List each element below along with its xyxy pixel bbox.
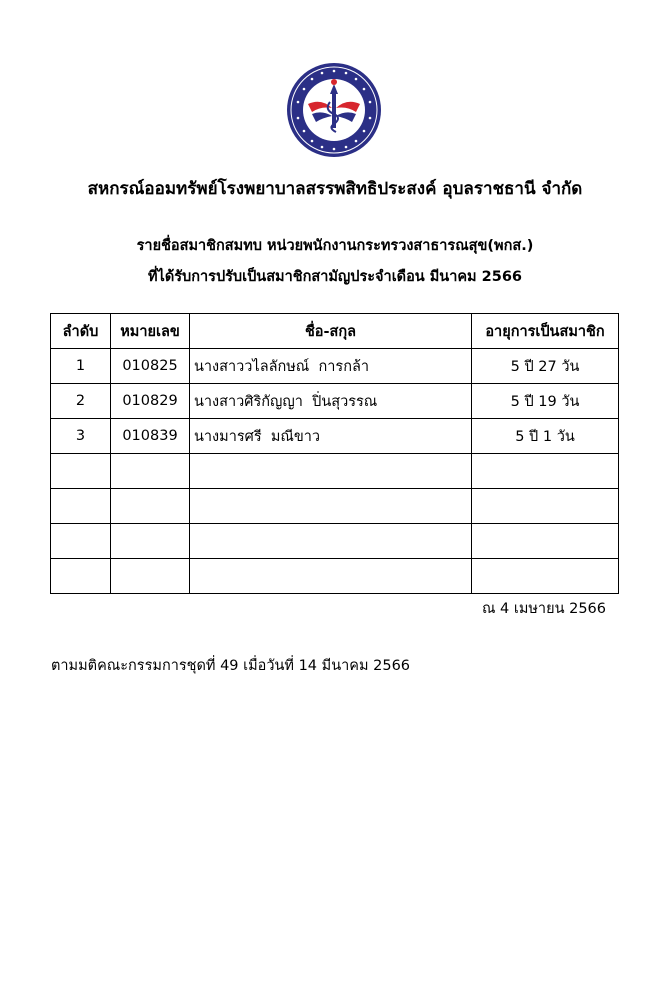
cooperative-seal-icon (286, 62, 382, 158)
members-table (50, 313, 619, 594)
cell-empty (472, 524, 619, 559)
document-subtitle-period: ที่ได้รับการปรับเป็นสมาชิกสามัญประจำเดือน มีนาคม 2566 (147, 269, 523, 285)
cell-empty (472, 559, 619, 594)
cell-empty (472, 454, 619, 489)
table-row (51, 419, 619, 454)
cell-seq: 2 (51, 384, 111, 419)
column-header-membership-age: อายุการเป็นสมาชิก (472, 314, 619, 349)
cell-empty (190, 559, 472, 594)
cell-membership-age: 5 ปี 19 วัน (472, 384, 619, 419)
column-header-member-no: หมายเลข (111, 314, 190, 349)
cell-empty (111, 559, 190, 594)
cell-name: นางมารศรี มณีขาว (190, 419, 472, 454)
cell-empty (472, 489, 619, 524)
cell-empty (51, 489, 111, 524)
report-date: ณ 4 เมษายน 2566 (481, 601, 606, 617)
cell-empty (51, 559, 111, 594)
cell-membership-age: 5 ปี 1 วัน (472, 419, 619, 454)
table-row-empty (51, 524, 619, 559)
cell-empty (190, 489, 472, 524)
column-header-seq: ลำดับ (51, 314, 111, 349)
table-row (51, 384, 619, 419)
table-row-empty (51, 489, 619, 524)
cell-empty (51, 454, 111, 489)
cell-empty (190, 524, 472, 559)
table-header-row (51, 314, 619, 349)
cell-empty (111, 524, 190, 559)
cell-member-no: 010839 (111, 419, 190, 454)
meeting-resolution-note: ตามมติคณะกรรมการชุดที่ 49 เมื่อวันที่ 14 มีนาคม 2566 (51, 658, 411, 674)
cell-seq: 1 (51, 349, 111, 384)
table-row (51, 349, 619, 384)
table-row-empty (51, 454, 619, 489)
cell-empty (51, 524, 111, 559)
cell-membership-age: 5 ปี 27 วัน (472, 349, 619, 384)
cell-empty (111, 454, 190, 489)
cell-empty (111, 489, 190, 524)
organization-name: สหกรณ์ออมทรัพย์โรงพยาบาลสรรพสิทธิประสงค์ อุบลราชธานี จำกัด (87, 179, 583, 199)
table-row-empty (51, 559, 619, 594)
cell-member-no: 010829 (111, 384, 190, 419)
cell-name: นางสาววไลลักษณ์ การกล้า (190, 349, 472, 384)
document-subtitle: รายชื่อสมาชิกสมทบ หน่วยพนักงานกระทรวงสาธารณสุข(พกส.) (136, 238, 534, 254)
cell-seq: 3 (51, 419, 111, 454)
cell-member-no: 010825 (111, 349, 190, 384)
cell-name: นางสาวศิริกัญญา ปิ่นสุวรรณ (190, 384, 472, 419)
column-header-name: ชื่อ-สกุล (190, 314, 472, 349)
cell-empty (190, 454, 472, 489)
